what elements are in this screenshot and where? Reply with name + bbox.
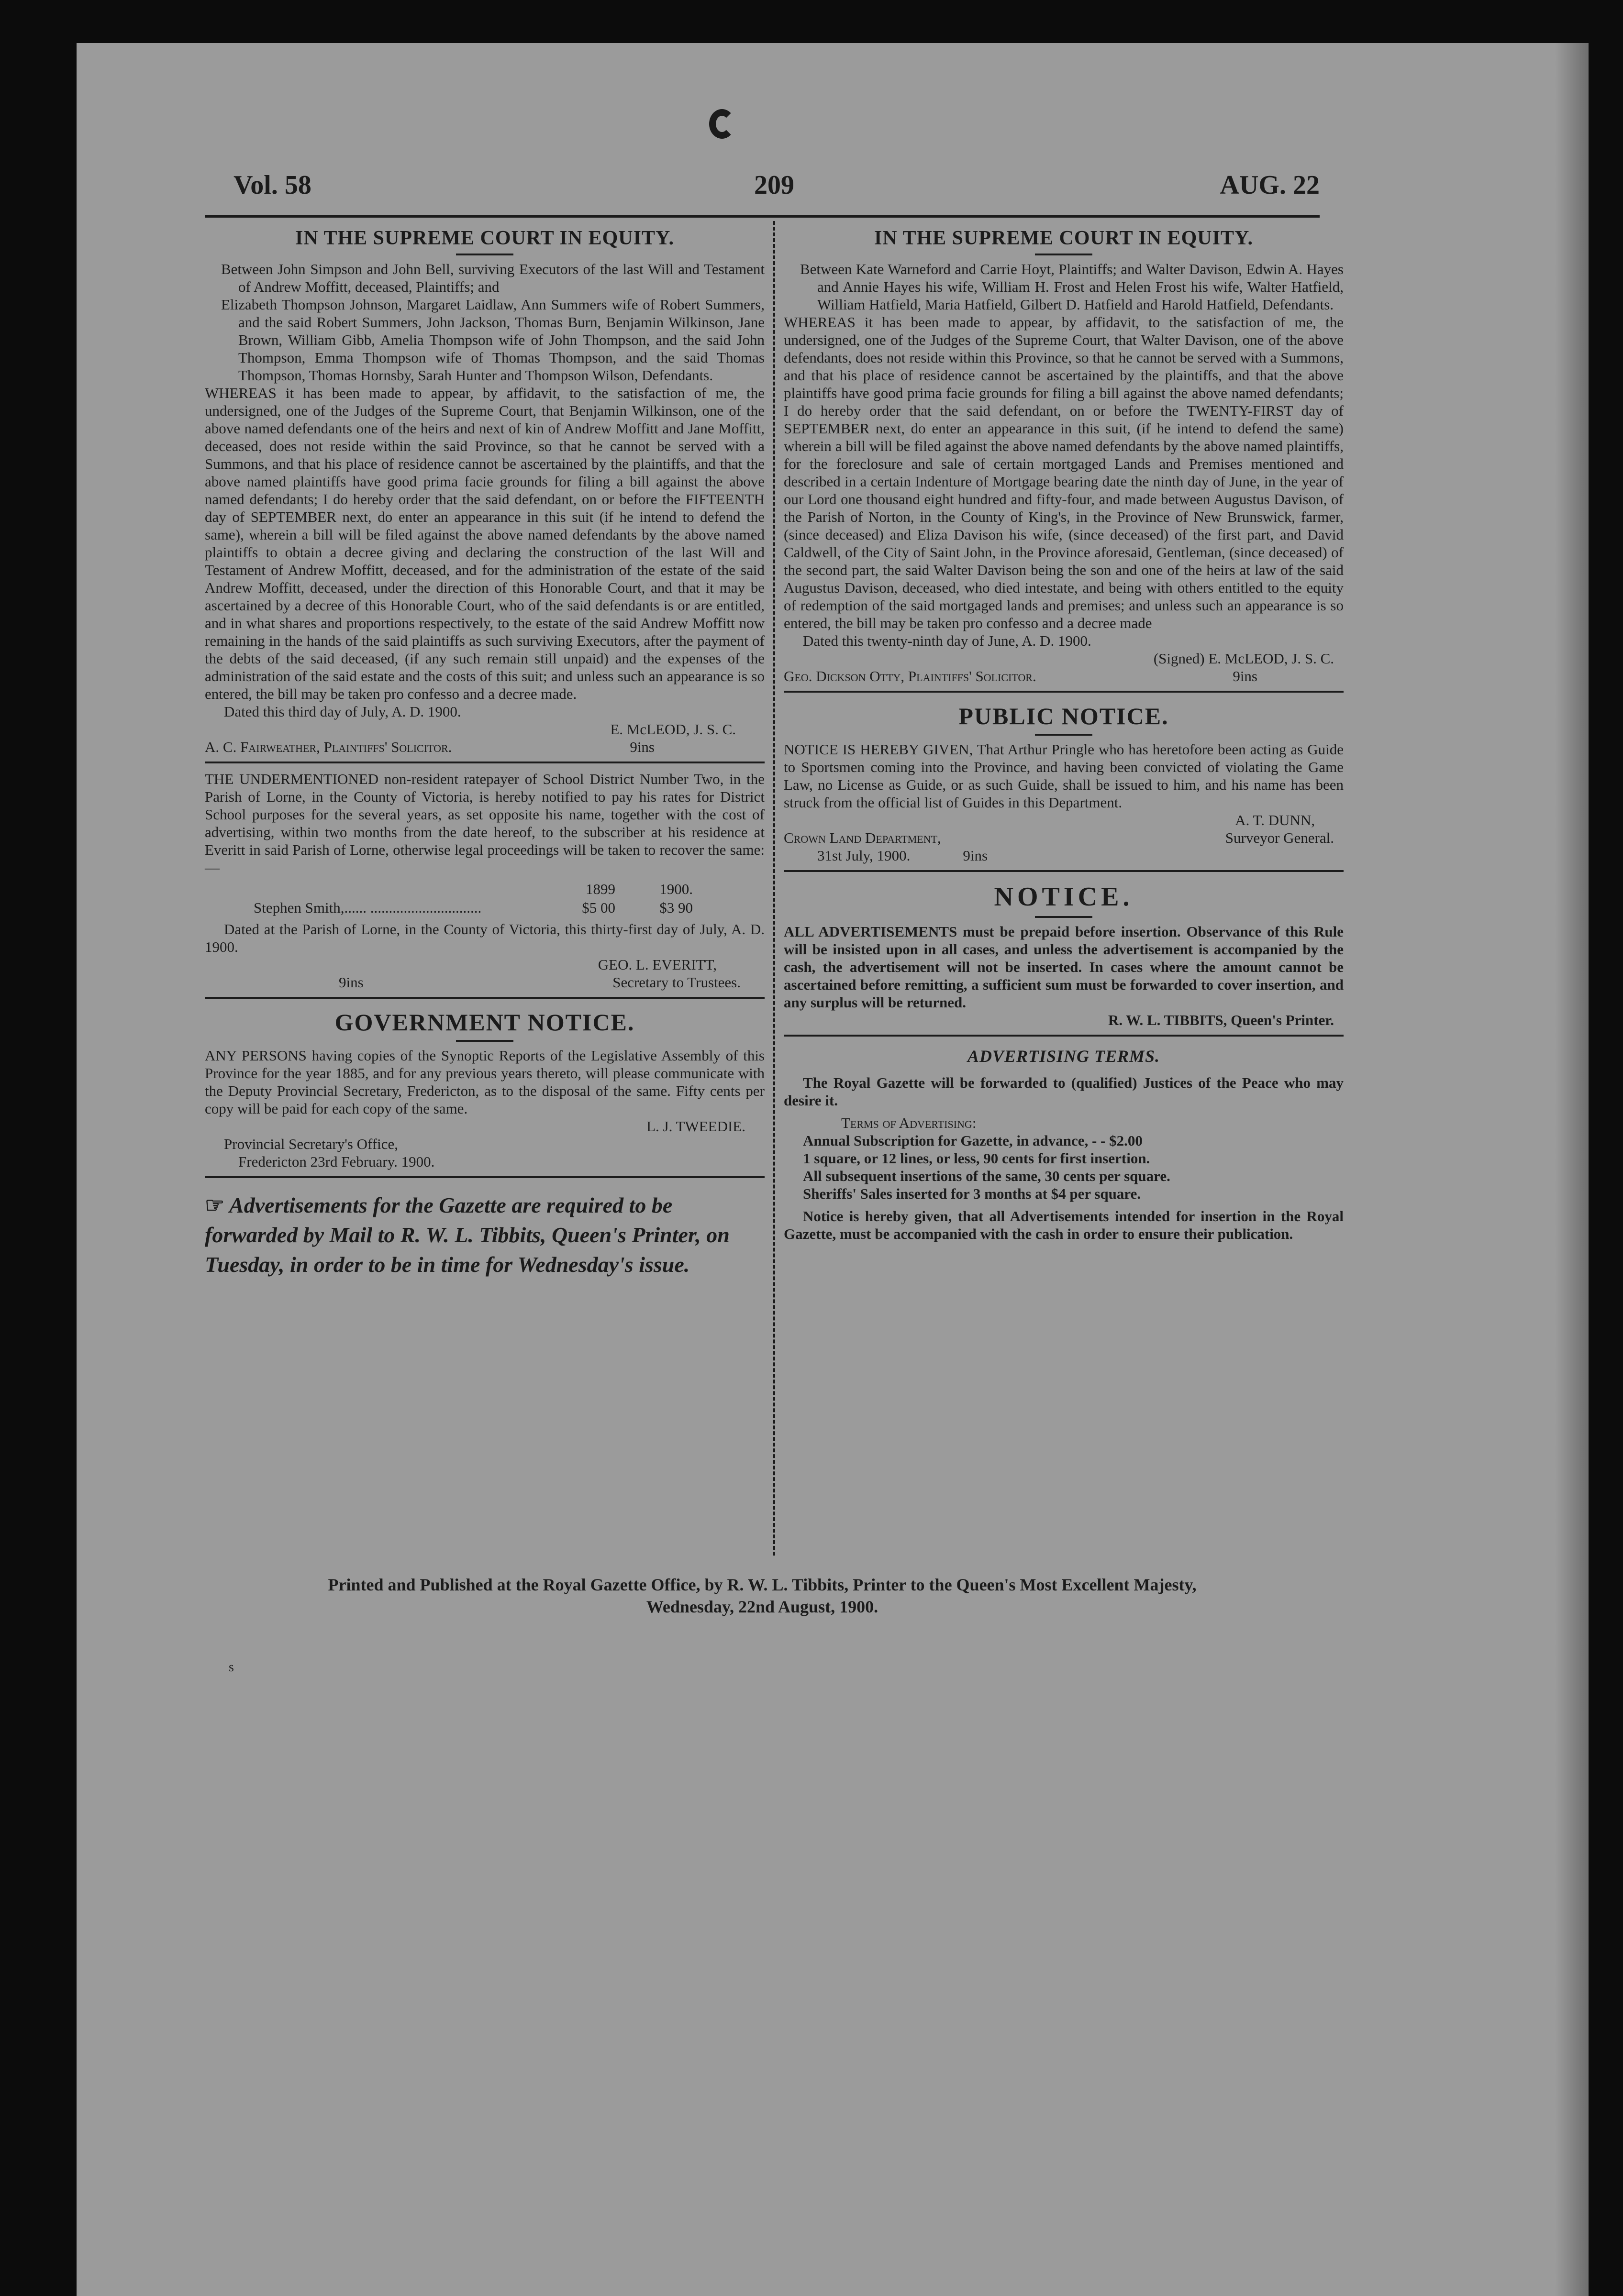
- section-separator: [784, 870, 1344, 872]
- year-1899: 1899: [586, 881, 615, 897]
- page-header: [205, 170, 1320, 203]
- section-separator: [205, 1176, 765, 1178]
- right-column: [784, 224, 1344, 1558]
- dated-line: Dated this twenty-ninth day of June, A. D. 1900.: [803, 632, 1091, 649]
- terms-heading: Terms of Advertising:: [841, 1115, 977, 1131]
- section-separator: [205, 762, 765, 763]
- left-column: [205, 224, 765, 1558]
- year-1900: 1900.: [659, 881, 693, 897]
- amount-1900: $3 90: [659, 899, 693, 916]
- pointing-hand-icon: ☞: [205, 1193, 225, 1217]
- page-edge-shadow: [1555, 43, 1589, 2296]
- insertions-count: 9ins: [963, 847, 988, 864]
- ratepayer-body: THE UNDERMENTIONED non-resident ratepayer of School District Number Two, in the Parish of Lorne, in the County of Victoria, is hereby notified to pay his rates for District School purposes for the several years, as set opposite his name, together with the cost of advertising, within two months from the date hereof, to the subscriber at his residence at Everitt in said Parish of Lorne, otherwise legal proceedings will be taken to recover the same:—: [205, 771, 765, 876]
- mail-deadline-notice: [205, 1191, 765, 1280]
- terms-closing: Notice is hereby given, that all Advertisements intended for insertion in the Royal Gazette, must be accompanied with the cash in order to ensure their publication.: [784, 1208, 1344, 1242]
- amount-1899: $5 00: [582, 899, 615, 916]
- defendants-paragraph: Elizabeth Thompson Johnson, Margaret Laidlaw, Ann Summers wife of Robert Summers, and the said Robert Summers, John Jackson, Thomas Burn, Benjamin Wilkinson, Jane Brown, William Gibb, Amelia Thompson wife of John Thompson, and the said John Thompson, Emma Thompson wife of Thomas Thompson, and the said Thomas Thompson, Thomas Hornsby, Sarah Hunter and Thompson Wilson, Defendants.: [221, 296, 765, 384]
- rates-table: [205, 879, 765, 917]
- solicitor-line: [205, 738, 765, 756]
- imprint-date: Wednesday, 22nd August, 1900.: [646, 1597, 878, 1616]
- ratepayer-signer-line: [205, 973, 765, 991]
- heading-rule: [1035, 916, 1092, 918]
- section-heading: GOVERNMENT NOTICE.: [334, 1009, 635, 1036]
- signer-title: Secretary to Trustees.: [612, 974, 741, 991]
- terms-line-subscription: Annual Subscription for Gazette, in advance, - - $2.00: [803, 1132, 1143, 1149]
- government-notice: [205, 1005, 765, 1170]
- public-date: 31st July, 1900.: [817, 847, 911, 864]
- solicitor-line: [784, 667, 1344, 685]
- government-body: ANY PERSONS having copies of the Synoptic Reports of the Legislative Assembly of this Province for the year 1885, and for any previous years thereto, will please communicate with the Deputy Provincial Secretary, Fredericton, as to the disposal of the same. Fifty cents per copy will be paid for each copy of the same.: [205, 1047, 765, 1117]
- terms-line-subsequent: All subsequent insertions of the same, 30 cents per square.: [803, 1168, 1170, 1184]
- judge-signature: E. McLEOD, J. S. C.: [610, 721, 736, 738]
- stray-mark: s: [229, 1660, 234, 1675]
- public-date-line: [784, 847, 1344, 864]
- public-body: NOTICE IS HEREBY GIVEN, That Arthur Pringle who has heretofore been acting as Guide to Sportsmen coming into the Province, and having been convicted of violating the Game Law, no License as Guide, or as such Guide, shall be issued to him, and his name has been struck from the official list of Guides in this Department.: [784, 741, 1344, 811]
- heading-rule: [456, 1040, 513, 1042]
- section-separator: [784, 691, 1344, 693]
- section-separator: [784, 1035, 1344, 1037]
- heading-rule: [1035, 734, 1092, 736]
- punch-hole-icon: [709, 109, 735, 139]
- judge-signature: (Signed) E. McLEOD, J. S. C.: [1153, 650, 1334, 667]
- insertions-count: 9ins: [630, 739, 655, 755]
- notice-signer: R. W. L. TIBBITS, Queen's Printer.: [1108, 1012, 1334, 1028]
- government-signer: L. J. TWEEDIE.: [646, 1118, 745, 1135]
- imprint-line: Printed and Published at the Royal Gazette Office, by R. W. L. Tibbits, Printer to the Queen's Most Excellent Majesty,: [328, 1575, 1197, 1594]
- parties-paragraph: Between Kate Warneford and Carrie Hoyt, Plaintiffs; and Walter Davison, Edwin A. Hayes and Annie Hayes his wife, William H. Frost and Helen Frost his wife, Walter Hatfield, William Hatfield, Maria Hatfield, Gilbert D. Hatfield and Harold Hatfield, Defendants.: [800, 261, 1344, 313]
- section-heading: IN THE SUPREME COURT IN EQUITY.: [874, 227, 1253, 249]
- ratepayer-signer: GEO. L. EVERITT,: [598, 956, 717, 973]
- imprint-footer: [205, 1574, 1320, 1618]
- terms-line-sheriffs: Sheriffs' Sales inserted for 3 months at $4 per square.: [803, 1185, 1141, 1202]
- insertions-count: 9ins: [1233, 668, 1257, 684]
- notice-prepaid: [784, 879, 1344, 1029]
- volume-number: Vol. 58: [233, 170, 311, 200]
- section-heading: ADVERTISING TERMS.: [967, 1047, 1160, 1066]
- terms-intro: The Royal Gazette will be forwarded to (qualified) Justices of the Peace who may desire it.: [784, 1074, 1344, 1109]
- public-notice: [784, 699, 1344, 864]
- section-heading: PUBLIC NOTICE.: [958, 703, 1169, 729]
- equity-notice-moffitt: [205, 224, 765, 756]
- order-body: WHEREAS it has been made to appear, by affidavit, to the satisfaction of me, the undersigned, one of the Judges of the Supreme Court, that Benjamin Wilkinson, one of the above named defendants one of the heirs and next of kin of Andrew Moffitt and Jane Moffitt, deceased, does not reside within the said Province, so that he cannot be served with a Summons, and that his place of residence cannot be ascertained by the plaintiffs, and that the above named plaintiffs have good prima facie grounds for filing a bill against the above named defendants; I do hereby order that the said defendant, on or before the FIFTEENTH day of SEPTEMBER next, do enter an appearance in this suit (if he intend to defend the same), wherein a bill will be filed against the above named defendants by the above named plaintiffs to obtain a decree giving and declaring the construction of the last Will and Testament of Andrew Moffitt, deceased, and for the administration of the estate of the said Andrew Moffitt, deceased, under the direction of this Honorable Court, and that it may be ascertained by a decree of this Honorable Court, who of the said defendants is or are entitled, and in what shares and proportions respectively, to the estate of the said Andrew Moffitt now remaining in the hands of the said plaintiffs as such surviving Executors, after the payment of the debts of the said deceased, (if any such remain still unpaid) and the expenses of the administration of the said estate and the costs of this suit; and unless such an appearance is so entered, the bill may be taken pro confesso and a decree made.: [205, 385, 765, 702]
- office-date-line: Fredericton 23rd February. 1900.: [238, 1153, 435, 1170]
- order-body: WHEREAS it has been made to appear, by affidavit, to the satisfaction of me, the undersigned, one of the Judges of the Supreme Court, that Walter Davison, one of the above defendants, does not reside within this Province, so that he cannot be served with a Summons, and that his place of residence cannot be ascertained by the plaintiffs, and that the above plaintiffs have good prima facie grounds for filing a bill against the above named defendants; I do hereby order that the said defendant, on or before the TWENTY-FIRST day of SEPTEMBER next, do enter an appearance in this suit, (if he intend to defend the same) wherein a bill will be filed against the above named defendants by the above named plaintiffs, for the foreclosure and sale of certain mortgaged Lands and Premises mentioned and described in a certain Indenture of Mortgage bearing date the ninth day of June, in the year of our Lord one thousand eight hundred and fifty-four, and made between Augustus Davison, of the Parish of Norton, in the County of King's, in the Province of New Brunswick, farmer, (since deceased) and Eliza Davison his wife, (since deceased) of the first part, and David Caldwell, of the City of Saint John, in the Province aforesaid, Gentleman, (since deceased) of the second part, the said Walter Davison being the son and one of the heirs at law of the said Augustus Davison, deceased, who died intestate, and being with others entitled to the equity of redemption of the said mortgaged lands and premises; and unless such an appearance is so entered, the bill may be taken pro confesso and a decree made: [784, 314, 1344, 631]
- table-row: [206, 899, 764, 916]
- ratepayer-name: Stephen Smith,...... ..............................: [254, 899, 482, 916]
- solicitor-name: A. C. Fairweather, Plaintiffs' Solicitor.: [205, 739, 452, 755]
- header-rule: [205, 215, 1320, 218]
- signer-title: Surveyor General.: [1225, 829, 1334, 846]
- office-line: Provincial Secretary's Office,: [224, 1136, 398, 1152]
- ratepayer-notice: [205, 770, 765, 991]
- department-line: [784, 829, 1344, 847]
- section-separator: [205, 997, 765, 999]
- dated-line: Dated this third day of July, A. D. 1900.: [224, 703, 461, 720]
- column-divider: [773, 221, 775, 1556]
- insertions-count: 9ins: [339, 974, 364, 991]
- mail-deadline-text: Advertisements for the Gazette are required to be forwarded by Mail to R. W. L. Tibbits, Queen's Printer, on Tuesday, in order to be in time for Wednesday's issue.: [205, 1193, 730, 1277]
- notice-body: ALL ADVERTISEMENTS must be prepaid before insertion. Observance of this Rule will be insisted upon in all cases, and unless the advertisement is accompanied by the cash, the advertisement will not be inserted. In cases where the amount cannot be ascertained before remitting, a sufficient sum must be forwarded to cover insertion, and any surplus will be returned.: [784, 923, 1344, 1011]
- terms-line-square: 1 square, or 12 lines, or less, 90 cents for first insertion.: [803, 1150, 1150, 1167]
- rates-header-row: [206, 880, 764, 898]
- department-name: Crown Land Department,: [784, 829, 941, 846]
- ratepayer-dated: Dated at the Parish of Lorne, in the County of Victoria, this thirty-first day of July, A. D. 1900.: [205, 921, 765, 955]
- advertising-terms: [784, 1043, 1344, 1243]
- equity-notice-davison: [784, 224, 1344, 685]
- plaintiffs-paragraph: Between John Simpson and John Bell, surviving Executors of the last Will and Testament of Andrew Moffitt, deceased, Plaintiffs; and: [221, 261, 765, 295]
- heading-rule: [1035, 254, 1092, 255]
- issue-date: AUG. 22: [1220, 170, 1320, 200]
- section-heading: IN THE SUPREME COURT IN EQUITY.: [295, 227, 674, 249]
- section-heading: NOTICE.: [994, 882, 1134, 912]
- solicitor-name: Geo. Dickson Otty, Plaintiffs' Solicitor.: [784, 668, 1036, 684]
- heading-rule: [456, 254, 513, 255]
- page-number: 209: [754, 170, 794, 200]
- public-signer: A. T. DUNN,: [1235, 812, 1315, 828]
